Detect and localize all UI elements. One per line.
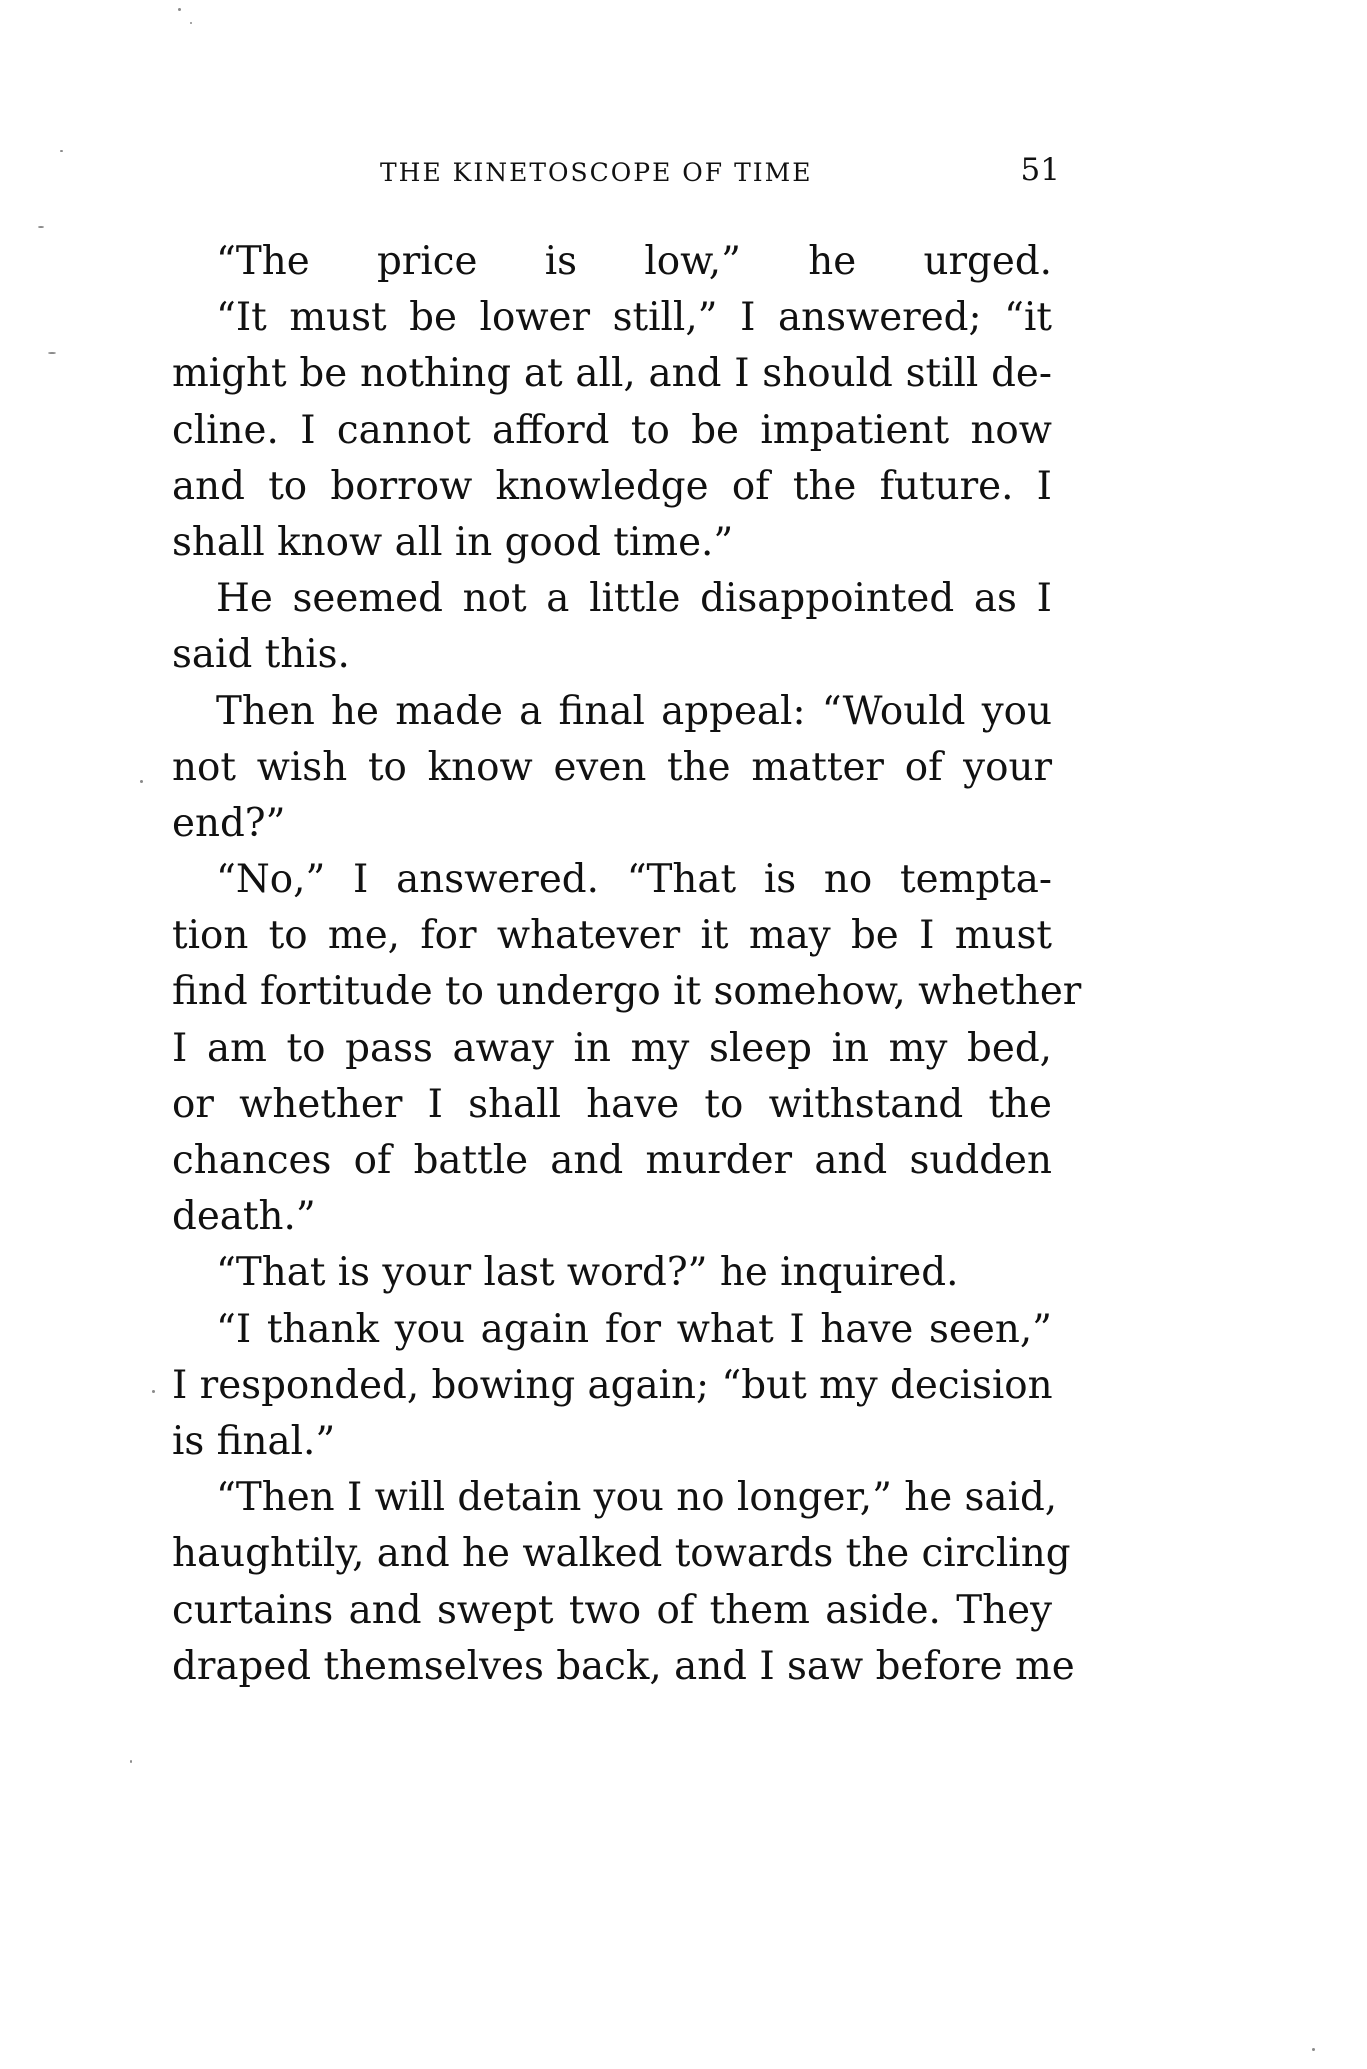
- body-text: [172, 234, 1082, 1695]
- text-line: end?”: [172, 800, 286, 846]
- text-line: Then he made a final appeal: “Would you: [216, 688, 1052, 734]
- scan-speck: [130, 1760, 132, 1763]
- text-line: “It must be lower still,” I answered; “it: [216, 295, 1052, 341]
- text-line: death.”: [172, 1194, 316, 1240]
- scan-speck: [190, 22, 192, 24]
- page-header: [380, 152, 1060, 198]
- scan-speck: [140, 780, 143, 783]
- page-number: 51: [1020, 152, 1060, 188]
- scan-speck: [48, 352, 56, 354]
- text-line: “No,” I answered. “That is no tempta-: [216, 857, 1052, 903]
- text-line: said this.: [172, 632, 350, 678]
- text-line: chances of battle and murder and sudden: [172, 1138, 1052, 1183]
- text-line: cline. I cannot afford to be impatient now: [172, 407, 1052, 453]
- text-line: tion to me, for whatever it may be I must: [172, 913, 1052, 959]
- scan-speck: [38, 226, 44, 228]
- text-line: I am to pass away in my sleep in my bed,: [172, 1025, 1052, 1071]
- scan-speck: [152, 1390, 155, 1393]
- text-line: is final.”: [172, 1418, 336, 1464]
- running-title: THE KINETOSCOPE OF TIME: [380, 158, 813, 187]
- text-line: “I thank you again for what I have seen,”: [216, 1306, 1052, 1352]
- scan-speck: [1312, 2048, 1315, 2051]
- scan-speck: [60, 150, 63, 152]
- text-line: haughtily, and he walked towards the circling: [172, 1531, 1071, 1577]
- text-line: find fortitude to undergo it somehow, whether: [172, 969, 1082, 1015]
- text-line: might be nothing at all, and I should still de-: [172, 351, 1052, 397]
- text-line: curtains and swept two of them aside. They: [172, 1587, 1052, 1633]
- text-line: not wish to know even the matter of your: [172, 744, 1052, 790]
- text-line: “That is your last word?” he inquired.: [216, 1250, 959, 1296]
- text-line: or whether I shall have to withstand the: [172, 1081, 1052, 1127]
- text-line: draped themselves back, and I saw before me: [172, 1643, 1075, 1689]
- text-line: “The price is low,” he urged.: [216, 239, 1052, 284]
- text-line: “Then I will detain you no longer,” he said,: [216, 1475, 1058, 1521]
- text-line: I responded, bowing again; “but my decision: [172, 1362, 1053, 1408]
- text-line: shall know all in good time.”: [172, 519, 734, 565]
- text-line: He seemed not a little disappointed as I: [216, 576, 1052, 622]
- scan-speck: [178, 8, 181, 11]
- text-line: and to borrow knowledge of the future. I: [172, 463, 1052, 509]
